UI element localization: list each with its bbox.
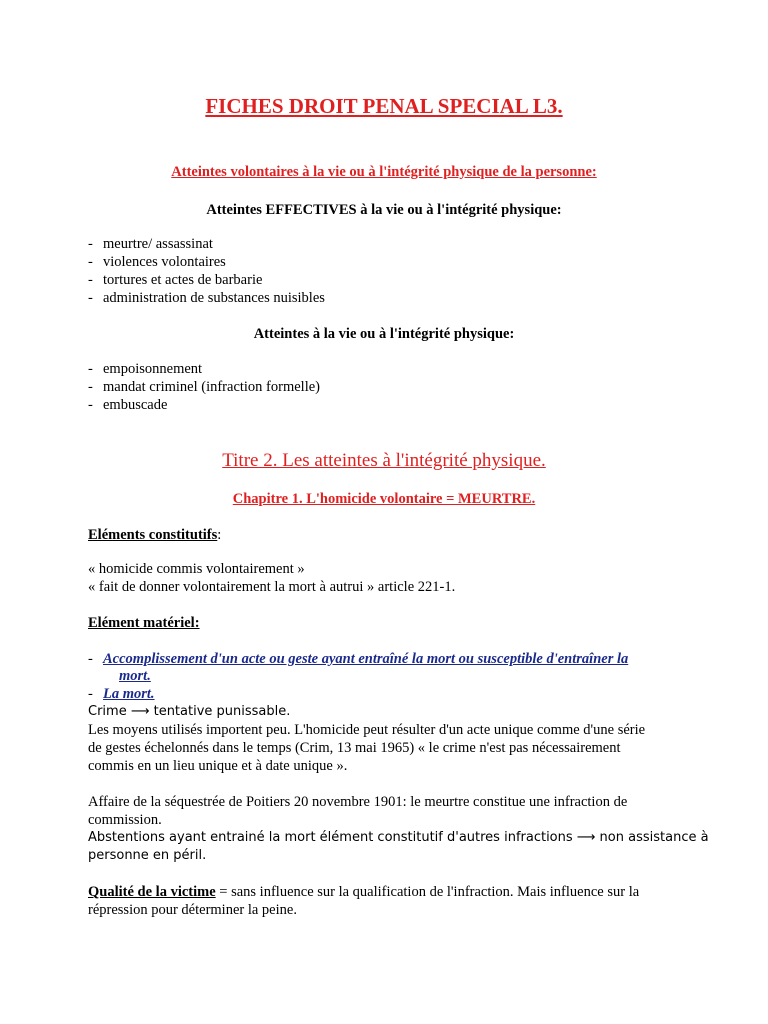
bullet-dash: - xyxy=(88,290,93,306)
element-materiel-label: Elément matériel: xyxy=(88,615,200,631)
crime-line: Crime ⟶ tentative punissable. xyxy=(88,704,291,719)
bullet-dash: - xyxy=(88,236,93,252)
paragraph-line: Les moyens utilisés importent peu. L'homicide peut résulter d'un acte unique comme d'une série xyxy=(88,722,646,738)
bullet-dash: - xyxy=(88,272,93,288)
titre-2-heading: Titre 2. Les atteintes à l'intégrité physique. xyxy=(222,450,546,471)
quote-line: « fait de donner volontairement la mort à autrui » article 221-1. xyxy=(88,579,456,595)
blue-item: La mort. xyxy=(103,686,155,702)
section2-heading: Atteintes à la vie ou à l'intégrité physique: xyxy=(253,326,515,342)
bullet-dash: - xyxy=(88,361,93,377)
section1-heading: Atteintes EFFECTIVES à la vie ou à l'intégrité physique: xyxy=(206,202,562,218)
paragraph-line: de gestes échelonnés dans le temps (Crim, 13 mai 1965) « le crime n'est pas nécessairement xyxy=(88,740,621,756)
list-item: meurtre/ assassinat xyxy=(103,236,213,252)
list-item: administration de substances nuisibles xyxy=(103,290,325,306)
list-item: tortures et actes de barbarie xyxy=(103,272,263,288)
chapitre-1-heading: Chapitre 1. L'homicide volontaire = MEURTRE. xyxy=(232,491,536,507)
qualite-text: = sans influence sur la qualification de l'infraction. Mais influence sur la xyxy=(215,884,640,900)
bullet-dash: - xyxy=(88,379,93,395)
colon: : xyxy=(217,527,222,543)
list-item: violences volontaires xyxy=(103,254,226,270)
subtitle: Atteintes volontaires à la vie ou à l'intégrité physique de la personne: xyxy=(171,164,597,180)
blue-item: mort. xyxy=(119,668,151,684)
elements-constitutifs-label: Eléments constitutifs xyxy=(88,527,218,543)
list-item: mandat criminel (infraction formelle) xyxy=(103,379,321,395)
abstention-line: Abstentions ayant entrainé la mort élément constitutif d'autres infractions ⟶ non assistance à xyxy=(88,830,709,845)
paragraph-line: Affaire de la séquestrée de Poitiers 20 novembre 1901: le meurtre constitue une infraction de xyxy=(88,794,628,810)
document-title: FICHES DROIT PENAL SPECIAL L3. xyxy=(205,94,563,118)
bullet-dash: - xyxy=(88,686,93,702)
bullet-dash: - xyxy=(88,651,93,667)
list-item: empoisonnement xyxy=(103,361,203,377)
list-item: embuscade xyxy=(103,397,168,413)
abstention-line: personne en péril. xyxy=(88,848,207,863)
bullet-dash: - xyxy=(88,254,93,270)
qualite-line xyxy=(88,883,639,901)
quote-line: « homicide commis volontairement » xyxy=(88,561,305,577)
elements-constitutifs-line xyxy=(88,526,221,544)
bullet-dash: - xyxy=(88,397,93,413)
qualite-line-2: répression pour déterminer la peine. xyxy=(88,902,297,918)
blue-item: Accomplissement d'un acte ou geste ayant entraîné la mort ou susceptible d'entraîner la xyxy=(103,651,629,667)
qualite-label: Qualité de la victime xyxy=(88,884,216,900)
paragraph-line: commis en un lieu unique et à date unique ». xyxy=(88,758,348,774)
paragraph-line: commission. xyxy=(88,812,162,828)
